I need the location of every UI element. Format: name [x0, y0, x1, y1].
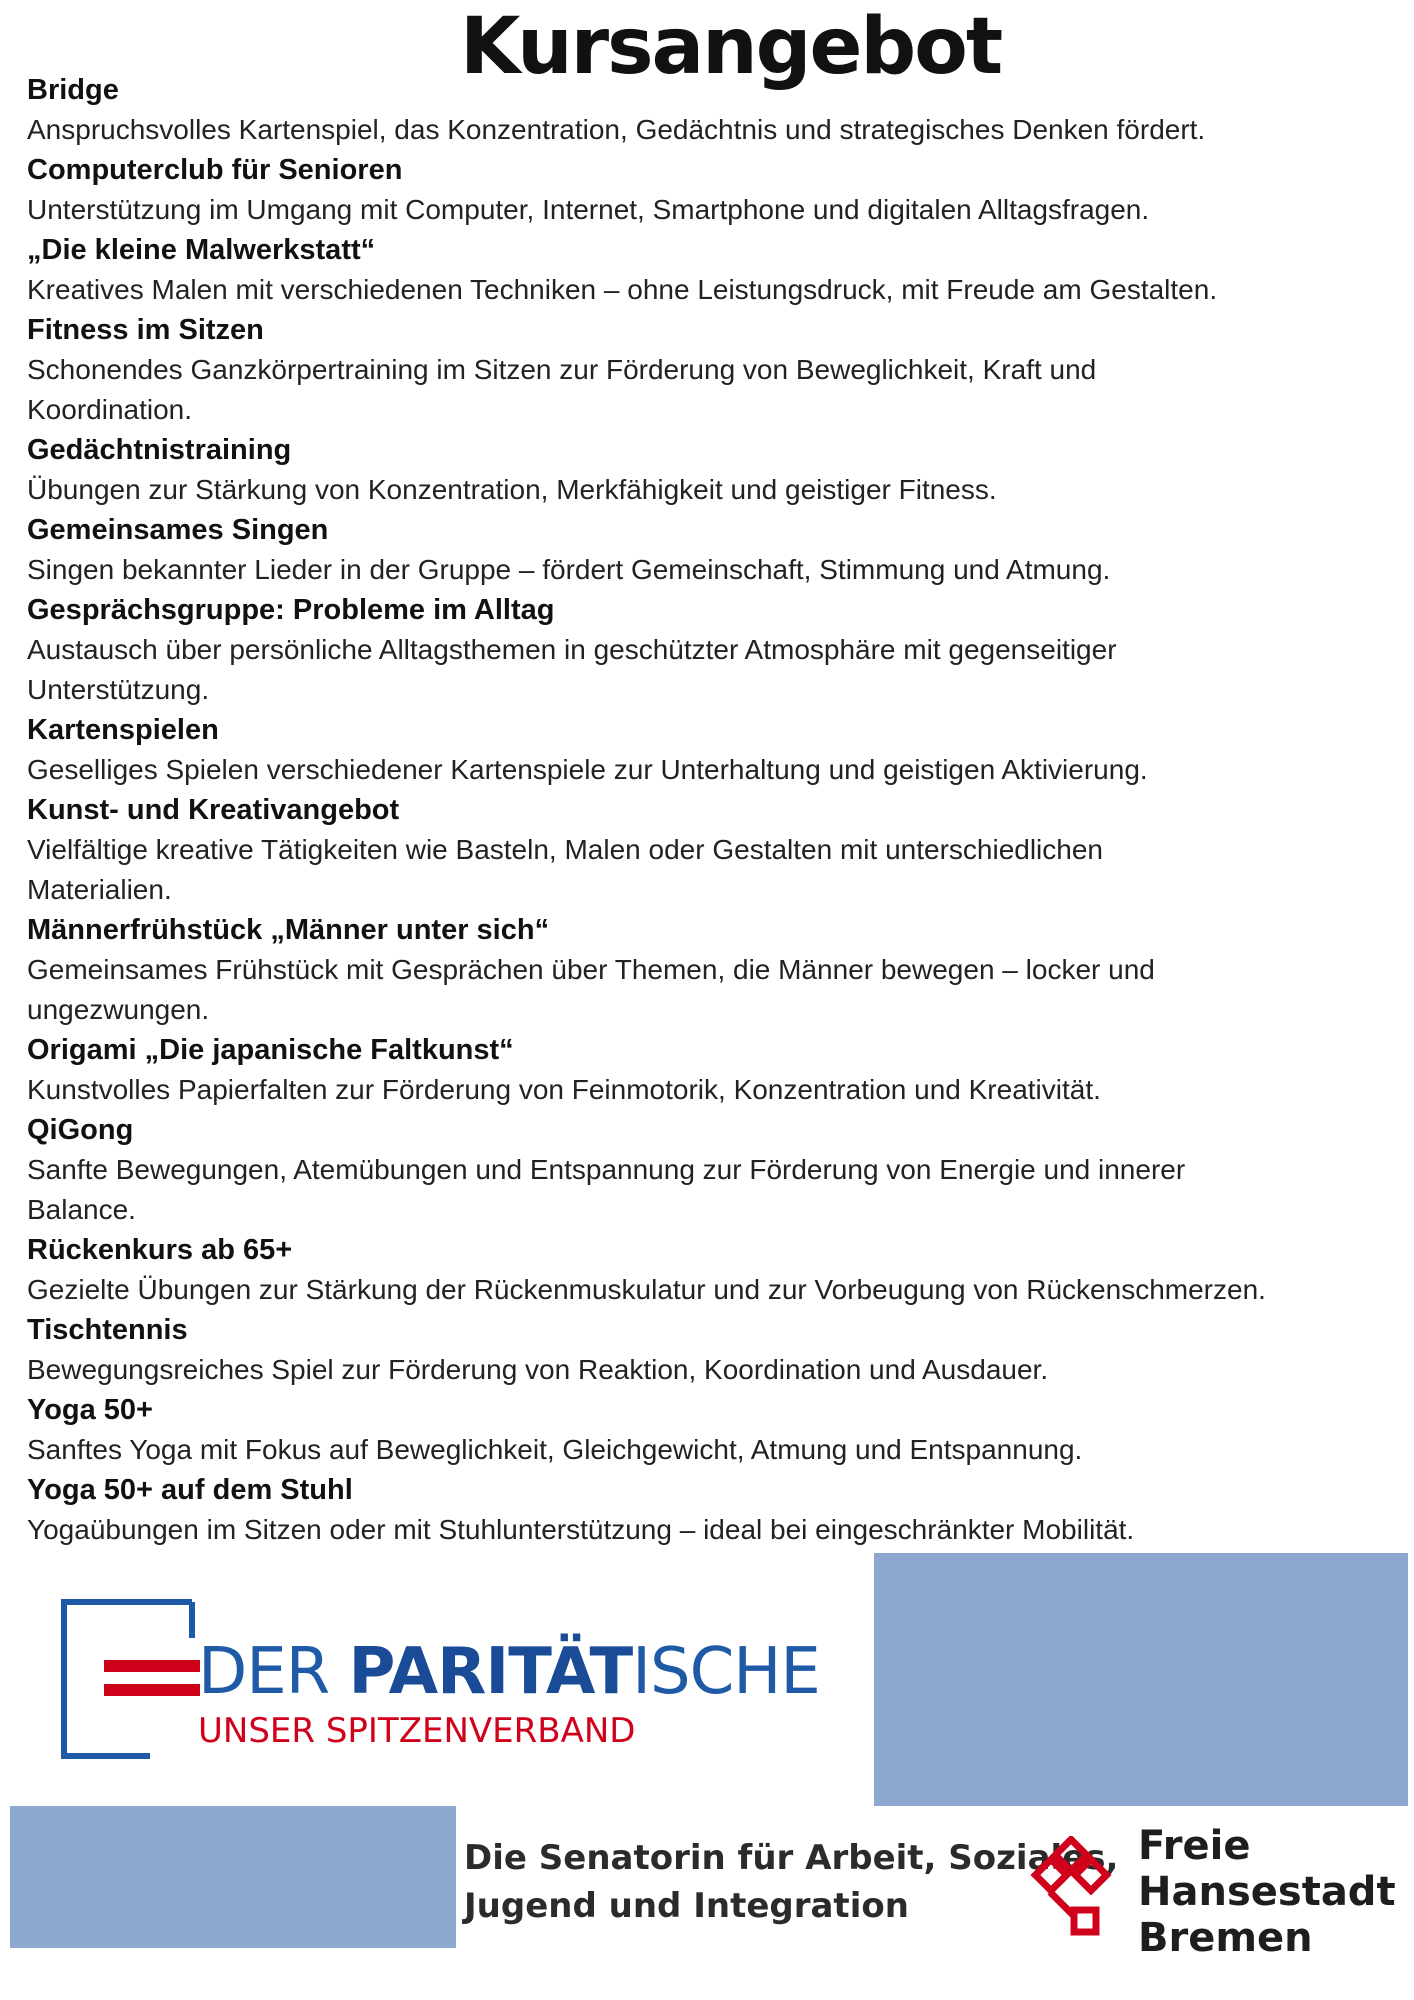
- logo-word-paritaet: PARITÄT: [348, 1635, 633, 1709]
- course-list: [27, 70, 1397, 1550]
- course-title: Computerclub für Senioren: [27, 154, 403, 186]
- course-description: Materialien.: [27, 874, 172, 905]
- paritaet-logo-wordmark: [198, 1635, 820, 1709]
- course-title: Tischtennis: [27, 1314, 188, 1346]
- bremen-line-hansestadt: Hansestadt: [1138, 1869, 1396, 1915]
- course-description: Gezielte Übungen zur Stärkung der Rückenmuskulatur und zur Vorbeugung von Rückenschmerzen.: [27, 1274, 1266, 1305]
- course-title: Yoga 50+ auf dem Stuhl: [27, 1474, 353, 1506]
- course-description: Unterstützung.: [27, 674, 210, 705]
- course-description: Kunstvolles Papierfalten zur Förderung von Feinmotorik, Konzentration und Kreativität.: [27, 1074, 1101, 1105]
- course-title: Origami „Die japanische Faltkunst“: [27, 1034, 514, 1066]
- course-description: Vielfältige kreative Tätigkeiten wie Basteln, Malen oder Gestalten mit unterschiedlichen: [27, 834, 1103, 865]
- course-description: Yogaübungen im Sitzen oder mit Stuhlunterstützung – ideal bei eingeschränkter Mobilität.: [27, 1514, 1135, 1545]
- course-description: Übungen zur Stärkung von Konzentration, Merkfähigkeit und geistiger Fitness.: [27, 474, 997, 505]
- senate-name-line-2: Jugend und Integration: [464, 1886, 909, 1926]
- senate-name-line-1: Die Senatorin für Arbeit, Soziales,: [464, 1838, 1119, 1878]
- course-description: Singen bekannter Lieder in der Gruppe – fördert Gemeinschaft, Stimmung und Atmung.: [27, 554, 1111, 585]
- bremen-key-icon: [1030, 1836, 1120, 1936]
- course-description: Bewegungsreiches Spiel zur Förderung von Reaktion, Koordination und Ausdauer.: [27, 1354, 1049, 1385]
- course-description: Koordination.: [27, 394, 193, 425]
- course-description: Gemeinsames Frühstück mit Gesprächen über Themen, die Männer bewegen – locker und: [27, 954, 1155, 985]
- course-title: Kartenspielen: [27, 714, 219, 746]
- course-title: Männerfrühstück „Männer unter sich“: [27, 914, 550, 946]
- course-description: Balance.: [27, 1194, 136, 1225]
- course-title: „Die kleine Malwerkstatt“: [27, 234, 376, 266]
- decorative-blue-strip: [10, 1806, 456, 1948]
- paritaet-logo-icon: [60, 1598, 200, 1760]
- bremen-line-freie: Freie: [1138, 1823, 1251, 1869]
- course-title: QiGong: [27, 1114, 134, 1146]
- course-description: Schonendes Ganzkörpertraining im Sitzen zur Förderung von Beweglichkeit, Kraft und: [27, 354, 1097, 385]
- course-title: Gemeinsames Singen: [27, 514, 329, 546]
- course-description: ungezwungen.: [27, 994, 210, 1025]
- course-description: Austausch über persönliche Alltagsthemen in geschützter Atmosphäre mit gegenseitiger: [27, 634, 1117, 665]
- course-title: Bridge: [27, 74, 119, 106]
- course-title: Gedächtnistraining: [27, 434, 292, 466]
- course-description: Sanfte Bewegungen, Atemübungen und Entspannung zur Förderung von Energie und innerer: [27, 1154, 1186, 1185]
- course-title: Fitness im Sitzen: [27, 314, 264, 346]
- course-description: Anspruchsvolles Kartenspiel, das Konzentration, Gedächtnis und strategisches Denken fördert.: [27, 114, 1206, 145]
- logo-word-der: DER: [198, 1635, 349, 1709]
- bremen-line-bremen: Bremen: [1138, 1915, 1313, 1961]
- course-title: Rückenkurs ab 65+: [27, 1234, 293, 1266]
- page-title: Kursangebot: [460, 2, 1002, 92]
- logo-word-ische: ISCHE: [632, 1635, 820, 1709]
- course-title: Gesprächsgruppe: Probleme im Alltag: [27, 594, 555, 626]
- course-title: Yoga 50+: [27, 1394, 153, 1426]
- course-description: Geselliges Spielen verschiedener Kartenspiele zur Unterhaltung und geistigen Aktivierung.: [27, 754, 1148, 785]
- paritaet-logo-subtitle: UNSER SPITZENVERBAND: [198, 1711, 636, 1751]
- decorative-blue-block: [874, 1553, 1408, 1806]
- course-description: Sanftes Yoga mit Fokus auf Beweglichkeit, Gleichgewicht, Atmung und Entspannung.: [27, 1434, 1083, 1465]
- course-description: Kreatives Malen mit verschiedenen Techniken – ohne Leistungsdruck, mit Freude am Gestalten.: [27, 274, 1218, 305]
- course-description: Unterstützung im Umgang mit Computer, Internet, Smartphone und digitalen Alltagsfragen.: [27, 194, 1150, 225]
- course-title: Kunst- und Kreativangebot: [27, 794, 400, 826]
